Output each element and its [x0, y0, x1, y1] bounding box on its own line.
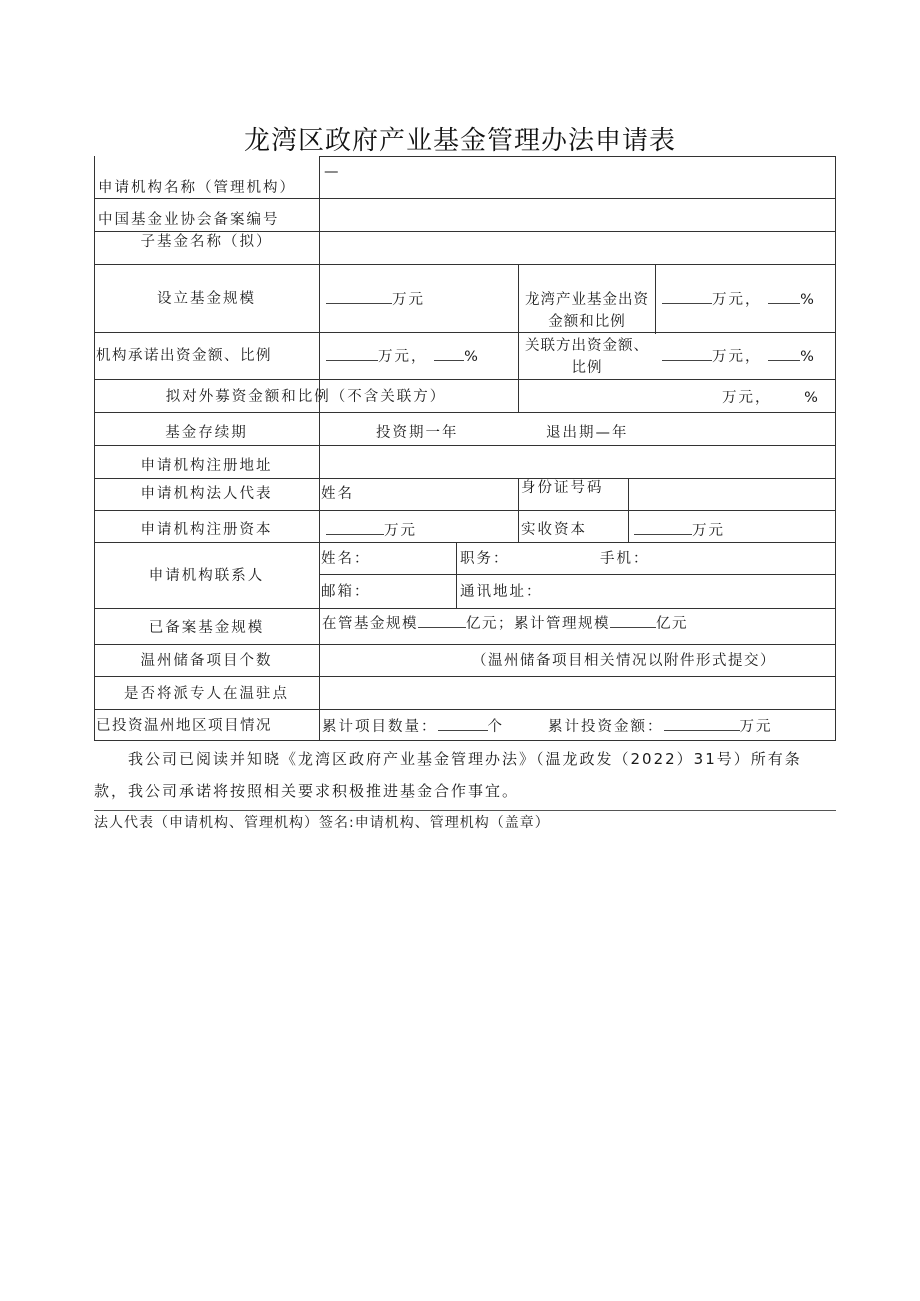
inst-commit-unit: 万元， — [378, 349, 428, 365]
legal-rep-label: 申请机构法人代表 — [140, 486, 273, 502]
filed-scale-mgmt: 在管基金规模 — [322, 616, 418, 632]
lw-contrib-label: 龙湾产业基金出资金额和比例 — [525, 292, 649, 330]
declaration-line-2: 款，我公司承诺将按照相关要求积极推进基金合作事宜。 — [94, 782, 520, 800]
lw-contrib-field[interactable] — [662, 289, 816, 310]
contact-addr[interactable]: 通讯地址： — [460, 584, 543, 600]
wz-projects-label: 温州储备项目个数 — [140, 653, 273, 669]
applicant-name-value[interactable]: — — [324, 164, 341, 180]
reg-capital-blank[interactable] — [326, 520, 384, 535]
contact-name[interactable]: 姓名： — [321, 551, 371, 567]
external-unit: 万元， — [722, 390, 772, 406]
contact-title[interactable]: 职务： — [460, 551, 510, 567]
amac-no-field[interactable] — [320, 199, 834, 230]
id-label: 身份证号码 — [521, 480, 604, 496]
duration-invest[interactable]: 投资期一年 — [376, 425, 459, 441]
fund-scale-unit: 万元 — [392, 292, 425, 308]
filed-scale-total-blank[interactable] — [610, 613, 656, 628]
invested-amount-blank[interactable] — [664, 716, 740, 731]
fund-scale-blank[interactable] — [326, 289, 392, 304]
related-field[interactable] — [662, 346, 816, 367]
applicant-name-label: 申请机构名称（管理机构） — [98, 180, 296, 196]
filed-scale-label: 已备案基金规模 — [148, 620, 265, 636]
reg-capital-label: 申请机构注册资本 — [140, 522, 273, 538]
inst-commit-field[interactable] — [326, 346, 480, 367]
filed-scale-field[interactable] — [322, 613, 688, 634]
signature-divider — [94, 810, 836, 811]
invested-amount-unit: 万元 — [739, 719, 773, 735]
fund-scale-field[interactable] — [326, 289, 425, 310]
invested-amount-field[interactable] — [548, 716, 773, 737]
lw-contrib-amount-blank[interactable] — [662, 289, 712, 304]
reg-capital-field[interactable] — [326, 520, 417, 541]
staff-field[interactable] — [320, 677, 834, 708]
related-unit: 万元， — [712, 349, 762, 365]
inst-commit-pct: % — [464, 349, 480, 365]
paid-capital-unit: 万元 — [692, 523, 725, 539]
external-label: 拟对外募资金额和比例（不含关联方） — [165, 389, 447, 405]
contact-email[interactable]: 邮箱： — [321, 584, 371, 600]
reg-addr-field[interactable] — [320, 446, 834, 477]
filed-scale-unit2: 亿元 — [656, 616, 688, 632]
paid-capital-blank[interactable] — [634, 520, 692, 535]
lw-contrib-unit: 万元， — [712, 292, 762, 308]
fund-scale-label: 设立基金规模 — [157, 291, 256, 307]
invested-count-field[interactable] — [322, 716, 504, 737]
duration-label: 基金存续期 — [165, 425, 248, 441]
invested-label: 已投资温州地区项目情况 — [96, 718, 272, 734]
invested-count: 累计项目数量： — [322, 719, 438, 735]
related-label: 关联方出资金额、比例 — [525, 338, 649, 376]
paid-capital-field[interactable] — [634, 520, 725, 541]
wz-projects-note: （温州储备项目相关情况以附件形式提交） — [472, 653, 776, 669]
application-form-table — [94, 156, 836, 740]
related-pct-blank[interactable] — [768, 346, 800, 361]
related-amount-blank[interactable] — [662, 346, 712, 361]
staff-label: 是否将派专人在温驻点 — [124, 686, 289, 702]
reg-addr-label: 申请机构注册地址 — [140, 458, 273, 474]
signature-line: 法人代表（申请机构、管理机构）签名:申请机构、管理机构（盖章） — [94, 815, 550, 831]
legal-name-label[interactable]: 姓名 — [321, 486, 354, 502]
contact-phone[interactable]: 手机： — [600, 551, 650, 567]
external-pct: % — [804, 390, 820, 406]
subfund-name-field[interactable] — [320, 232, 834, 263]
external-field[interactable] — [722, 388, 820, 408]
invested-count-unit: 个 — [487, 719, 504, 735]
page-title: 龙湾区政府产业基金管理办法申请表 — [243, 126, 676, 156]
inst-commit-amount-blank[interactable] — [326, 346, 378, 361]
reg-capital-unit: 万元 — [384, 523, 417, 539]
paid-capital-label: 实收资本 — [521, 522, 587, 538]
invested-count-blank[interactable] — [438, 716, 488, 731]
id-field[interactable] — [629, 479, 834, 509]
duration-exit[interactable]: 退出期—年 — [546, 425, 629, 441]
inst-commit-pct-blank[interactable] — [434, 346, 464, 361]
invested-amount: 累计投资金额： — [548, 719, 664, 735]
declaration-line-1: 我公司已阅读并知晓《龙湾区政府产业基金管理办法》（温龙政发（2022）31号）所有条 — [128, 750, 802, 768]
contact-label: 申请机构联系人 — [148, 568, 265, 584]
lw-contrib-pct: % — [800, 292, 816, 308]
amac-no-label: 中国基金业协会备案编号 — [98, 212, 280, 228]
filed-scale-mgmt-blank[interactable] — [418, 613, 466, 628]
lw-contrib-pct-blank[interactable] — [768, 289, 800, 304]
filed-scale-unit1: 亿元；累计管理规模 — [466, 616, 610, 632]
related-pct: % — [800, 349, 816, 365]
inst-commit-label: 机构承诺出资金额、比例 — [96, 348, 272, 364]
subfund-name-label: 子基金名称（拟） — [140, 234, 273, 250]
